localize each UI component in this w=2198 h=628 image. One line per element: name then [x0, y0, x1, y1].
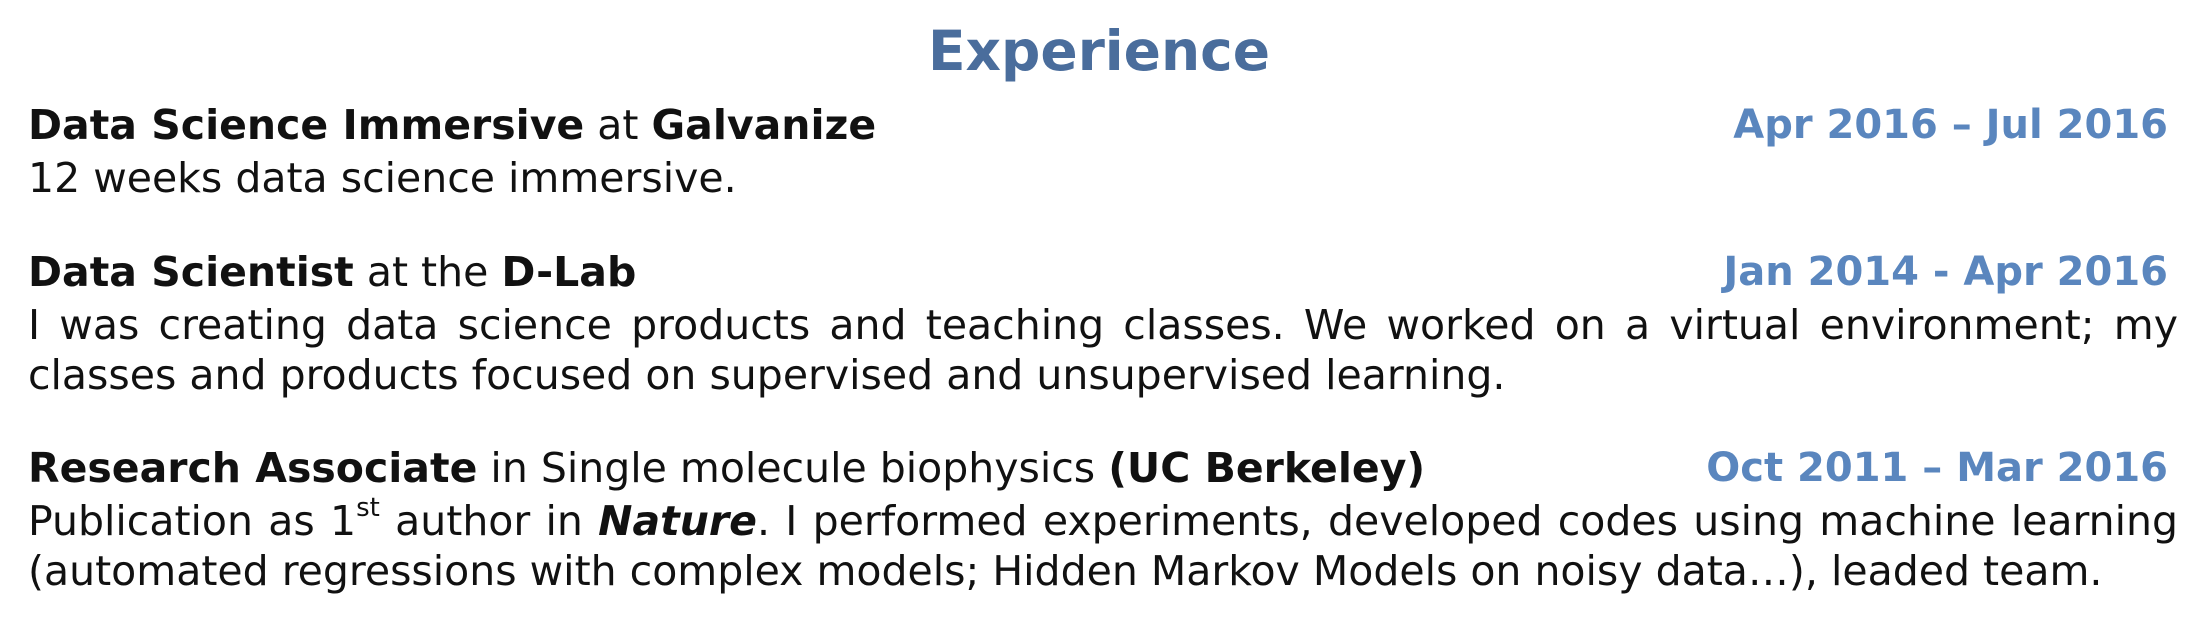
entry-description	[28, 493, 2178, 596]
entry-dates: Oct 2011 – Mar 2016	[1706, 445, 2168, 491]
entry-organization: Galvanize	[651, 101, 877, 149]
entry-dates: Jan 2014 - Apr 2016	[1723, 249, 2168, 295]
entry-description: I was creating data science products and teaching classes. We worked on a virtual environment; my classes and products focused on supervised and unsupervised learning.	[28, 301, 2178, 399]
entry-organization: D-Lab	[501, 248, 637, 296]
experience-entry	[28, 244, 2178, 400]
entry-heading	[28, 97, 2178, 153]
entry-dates: Apr 2016 – Jul 2016	[1733, 102, 2168, 148]
entry-organization: (UC Berkeley)	[1108, 444, 1426, 492]
journal-name: Nature	[598, 497, 757, 545]
experience-entry	[28, 440, 2178, 596]
entry-role: Data Science Immersive	[28, 101, 585, 149]
entry-heading	[28, 440, 2178, 496]
ordinal-suffix: st	[356, 493, 380, 524]
desc-text: author in	[379, 497, 599, 545]
section-title: Experience	[927, 19, 1271, 83]
entry-role: Data Scientist	[28, 248, 354, 296]
entry-connector: at the	[353, 248, 502, 296]
entry-heading	[28, 244, 2178, 300]
entry-role: Research Associate	[28, 444, 478, 492]
entry-description: 12 weeks data science immersive.	[28, 154, 737, 202]
experience-entry	[28, 97, 2178, 203]
desc-text: Publication as 1	[28, 497, 357, 545]
desc-text: . I performed experiments, developed codes using machine learning (automated regressions with complex models; Hidden Markov Models on noisy data…), leaded team.	[28, 497, 2178, 595]
entry-connector: in Single molecule biophysics	[477, 444, 1109, 492]
entry-connector: at	[584, 101, 652, 149]
